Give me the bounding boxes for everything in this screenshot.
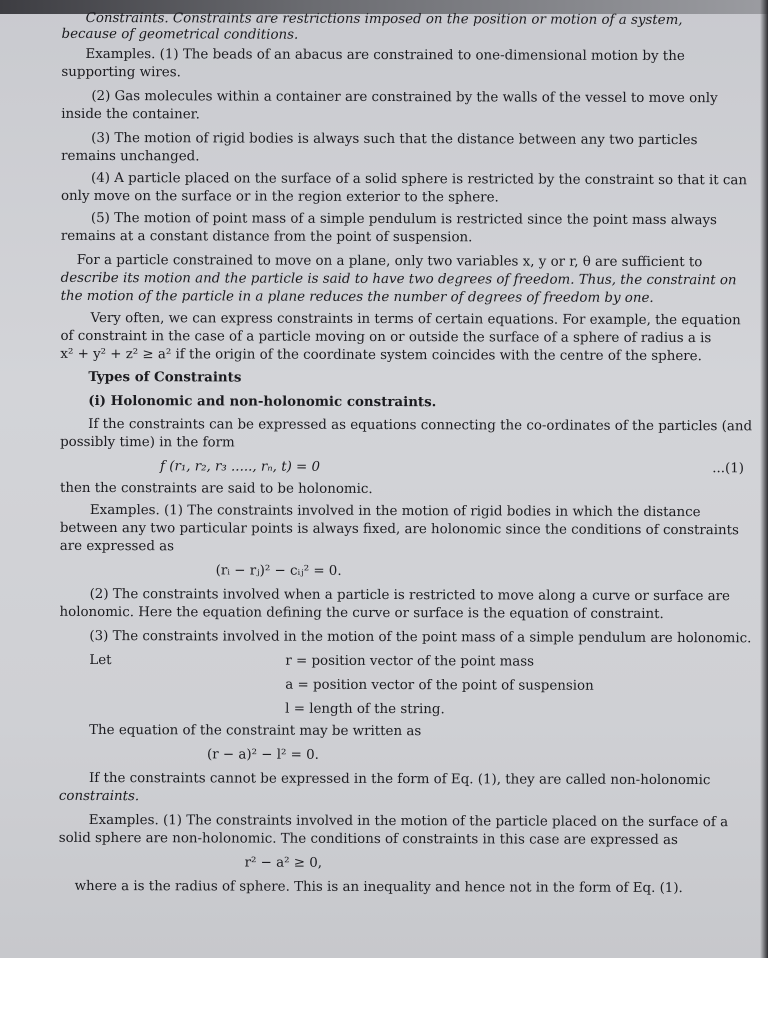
text-line: (2) The constraints involved when a particle is restricted to move along a curve or surface are	[89, 586, 731, 605]
text-line: The equation of the constraint may be written as	[89, 722, 422, 740]
text-line: Constraints. Constraints are restrictions imposed on the position or motion of a system,	[85, 10, 683, 29]
text-line: a = position vector of the point of suspension	[285, 677, 594, 694]
text-line: remains unchanged.	[61, 148, 200, 165]
text-line: Types of Constraints	[88, 368, 242, 386]
text-line: because of geometrical conditions.	[61, 26, 299, 43]
text-line: (2) Gas molecules within a container are constrained by the walls of the vessel to move only	[91, 88, 718, 107]
text-line: Examples. (1) The beads of an abacus are constrained to one-dimensional motion by the	[85, 46, 685, 65]
text-line: (5) The motion of point mass of a simple pendulum is restricted since the point mass always	[90, 210, 717, 229]
text-line: constraints.	[58, 788, 140, 805]
text-line: (rᵢ − rⱼ)² − cᵢⱼ² = 0.	[215, 563, 342, 579]
text-line: where a is the radius of sphere. This is an inequality and hence not in the form of Eq. (1).	[74, 878, 683, 897]
text-line: Very often, we can express constraints in terms of certain equations. For example, the equation	[90, 310, 741, 329]
text-line: only move on the surface or in the region exterior to the sphere.	[60, 188, 499, 206]
text-line: remains at a constant distance from the point of suspension.	[60, 228, 473, 246]
text-line: l = length of the string.	[285, 701, 445, 718]
text-line: (3) The constraints involved in the motion of the point mass of a simple pendulum are holonomic.	[89, 628, 752, 647]
photo-right-shadow	[760, 0, 768, 958]
text-line: Examples. (1) The constraints involved in the motion of the particle placed on the surface of a	[88, 812, 729, 831]
text-line: (4) A particle placed on the surface of a solid sphere is restricted by the constraint so that it can	[91, 170, 748, 189]
text-line: (3) The motion of rigid bodies is always such that the distance between any two particles	[91, 130, 698, 149]
text-line: describe its motion and the particle is said to have two degrees of freedom. Thus, the constraint on	[60, 270, 737, 289]
text-line: For a particle constrained to move on a plane, only two variables x, y or r, θ are sufficient to	[76, 252, 703, 271]
text-line: x² + y² + z² ≥ a² if the origin of the coordinate system coincides with the centre of the sphere.	[60, 346, 702, 365]
text-line: supporting wires.	[61, 64, 181, 81]
text-line: If the constraints cannot be expressed in the form of Eq. (1), they are called non-holonomic	[88, 770, 711, 789]
text-line: Examples. (1) The constraints involved in the motion of rigid bodies in which the distance	[89, 502, 701, 521]
text-line: r = position vector of the point mass	[285, 653, 535, 670]
textbook-page	[18, 3, 753, 956]
equation-number: ...(1)	[712, 461, 745, 477]
text-line: holonomic. Here the equation defining the curve or surface is the equation of constraint.	[59, 604, 664, 622]
text-line: the motion of the particle in a plane reduces the number of degrees of freedom by one.	[60, 288, 654, 306]
text-line: of constraint in the case of a particle moving on or outside the surface of a sphere of radius a is	[60, 328, 712, 347]
text-line: (i) Holonomic and non-holonomic constraints.	[88, 392, 437, 411]
text-line: possibly time) in the form	[60, 434, 235, 451]
text-line: inside the container.	[61, 106, 200, 123]
text-line: then the constraints are said to be holonomic.	[59, 480, 373, 497]
bottom-blank-area	[0, 958, 768, 1024]
text-line: If the constraints can be expressed as equations connecting the co-ordinates of the particles (and	[88, 416, 753, 435]
text-line: f (r₁, r₂, r₃ ....., rₙ, t) = 0	[160, 459, 321, 475]
text-line: (r − a)² − l² = 0.	[207, 747, 319, 763]
text-line: solid sphere are non-holonomic. The conditions of constraints in this case are expressed as	[58, 830, 678, 849]
text-line: are expressed as	[59, 538, 175, 555]
text-line: r² − a² ≥ 0,	[244, 855, 323, 871]
text-line: Let	[89, 652, 112, 669]
text-line: between any two particular points is always fixed, are holonomic since the conditions of constraints	[59, 520, 739, 539]
